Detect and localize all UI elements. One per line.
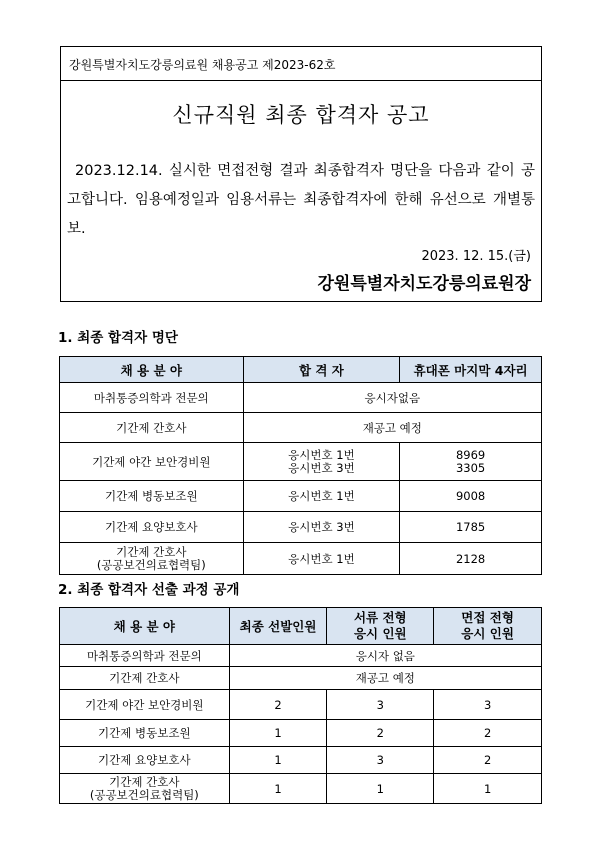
selection-process-table (59, 607, 542, 804)
table-row (60, 774, 542, 804)
final-count-cell: 1 (229, 720, 327, 747)
table-row (60, 645, 542, 667)
table-row (60, 747, 542, 774)
phone-cell (400, 443, 542, 481)
table-row (60, 690, 542, 720)
field-cell: 기간제 야간 보안경비원 (60, 443, 244, 481)
table-header-row (60, 608, 542, 645)
field-line-1: 기간제 간호사 (109, 774, 180, 789)
field-cell (60, 774, 230, 804)
notice-signer: 강원특별자치도강릉의료원장 (317, 274, 531, 294)
section1-heading: 1. 최종 합격자 명단 (58, 330, 178, 346)
header-line-2: 응시 인원 (461, 626, 514, 641)
field-cell: 기간제 병동보조원 (60, 481, 244, 512)
final-count-cell: 1 (229, 774, 327, 804)
field-line-1: 기간제 간호사 (116, 544, 187, 559)
field-cell: 기간제 간호사 (60, 667, 230, 690)
applicant-cell: 응시번호 3번 (243, 512, 400, 543)
notice-title: 신규직원 최종 합격자 공고 (172, 103, 430, 127)
field-cell: 기간제 야간 보안경비원 (60, 690, 230, 720)
table-row (60, 667, 542, 690)
finalist-table (59, 356, 542, 575)
field-line-2: (공공보건의료협력팀) (96, 557, 206, 572)
table-row (60, 512, 542, 543)
field-cell: 기간제 요양보호사 (60, 747, 230, 774)
final-count-cell: 2 (229, 690, 327, 720)
applicant-cell (243, 443, 400, 481)
interview-count-cell: 2 (434, 747, 542, 774)
field-cell: 기간제 요양보호사 (60, 512, 244, 543)
col-header-phone: 휴대폰 마지막 4자리 (400, 357, 542, 383)
header-line-2: 응시 인원 (353, 626, 407, 641)
field-cell: 기간제 병동보조원 (60, 720, 230, 747)
table-row (60, 413, 542, 443)
final-count-cell: 1 (229, 747, 327, 774)
notice-date: 2023. 12. 15.(금) (421, 249, 531, 264)
col-header-document (327, 608, 434, 645)
table-header-row (60, 357, 542, 383)
header-line-1: 서류 전형 (353, 610, 407, 625)
col-header-field: 채 용 분 야 (60, 357, 244, 383)
table-row (60, 481, 542, 512)
phone-1: 8969 (455, 447, 486, 462)
header-divider (61, 80, 541, 81)
table-row (60, 720, 542, 747)
col-header-interview (434, 608, 542, 645)
table-row (60, 443, 542, 481)
notice-box (60, 46, 542, 302)
field-cell (60, 543, 244, 575)
phone-cell: 9008 (400, 481, 542, 512)
header-line-1: 면접 전형 (461, 610, 514, 625)
applicant-cell: 응시번호 1번 (243, 481, 400, 512)
applicant-2: 응시번호 3번 (288, 460, 355, 475)
phone-cell: 2128 (400, 543, 542, 575)
document-count-cell: 2 (327, 720, 434, 747)
section2-heading: 2. 최종 합격자 선출 과정 공개 (58, 582, 240, 598)
interview-count-cell: 3 (434, 690, 542, 720)
table-row (60, 543, 542, 575)
document-count-cell: 3 (327, 747, 434, 774)
applicant-cell: 응시번호 1번 (243, 543, 400, 575)
phone-2: 3305 (455, 460, 486, 475)
field-cell: 기간제 간호사 (60, 413, 244, 443)
col-header-field: 채 용 분 야 (60, 608, 230, 645)
phone-cell: 1785 (400, 512, 542, 543)
merged-cell: 응시자 없음 (229, 645, 541, 667)
document-count-cell: 3 (327, 690, 434, 720)
col-header-finalist: 합 격 자 (243, 357, 400, 383)
field-line-2: (공공보건의료협력팀) (89, 787, 199, 802)
field-cell: 마취통증의학과 전문의 (60, 383, 244, 413)
merged-cell: 재공고 예정 (243, 413, 541, 443)
document-count-cell: 1 (327, 774, 434, 804)
table-row (60, 383, 542, 413)
applicant-1: 응시번호 1번 (288, 447, 355, 462)
notice-header: 강원특별자치도강릉의료원 채용공고 제2023-62호 (69, 58, 336, 72)
interview-count-cell: 2 (434, 720, 542, 747)
field-cell: 마취통증의학과 전문의 (60, 645, 230, 667)
interview-count-cell: 1 (434, 774, 542, 804)
merged-cell: 재공고 예정 (229, 667, 541, 690)
notice-body: 2023.12.14. 실시한 면접전형 결과 최종합격자 명단을 다음과 같이 공고합니다. 임용예정일과 임용서류는 최종합격자에 한해 유선으로 개별통보. (67, 163, 535, 237)
merged-cell: 응시자없음 (243, 383, 541, 413)
col-header-final: 최종 선발인원 (229, 608, 327, 645)
